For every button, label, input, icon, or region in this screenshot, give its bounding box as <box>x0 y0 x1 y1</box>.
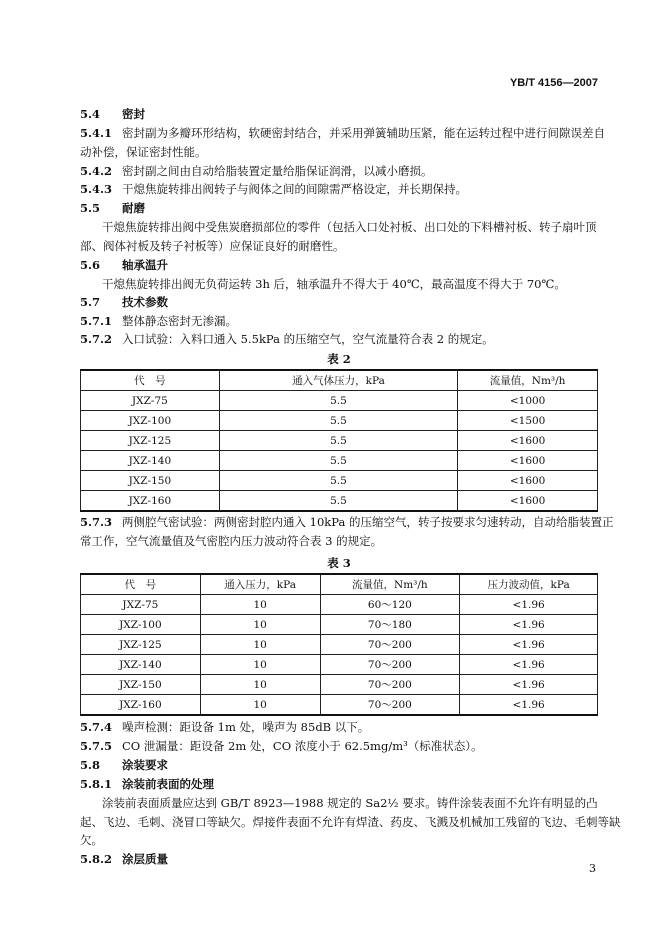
table-cell: 5.5 <box>219 471 458 491</box>
table-cell: 10 <box>200 655 320 675</box>
table-row <box>81 451 598 471</box>
table2-header: 流量值，Nm³/h <box>458 370 598 391</box>
table2-header: 通入气体压力，kPa <box>219 370 458 391</box>
table-cell: <1.96 <box>460 595 598 615</box>
table3-header: 流量值，Nm³/h <box>320 574 460 595</box>
table-cell: 5.5 <box>219 391 458 411</box>
table-cell: JXZ-150 <box>81 471 220 491</box>
paragraph-continuation: 欠。 <box>80 833 103 847</box>
table3-header: 代 号 <box>81 574 201 595</box>
paragraph-continuation: 部、阀体衬板及转子衬板等）应保证良好的耐磨性。 <box>80 239 345 253</box>
table3-header: 通入压力，kPa <box>200 574 320 595</box>
table-cell: JXZ-100 <box>81 411 220 431</box>
table3-caption: 表 3 <box>327 556 351 570</box>
section-heading: 5.8 涂装要求 <box>80 758 168 772</box>
clause: 5.4.3 干熄焦旋转排出阀转子与阀体之间的间隙需严格设定，并长期保持。 <box>80 182 467 196</box>
table-cell: <1000 <box>458 391 598 411</box>
table-row <box>81 491 598 512</box>
table-cell: <1.96 <box>460 655 598 675</box>
table-cell: <1600 <box>458 471 598 491</box>
table-cell: <1.96 <box>460 635 598 655</box>
table-cell: 5.5 <box>219 411 458 431</box>
table-row <box>81 655 598 675</box>
table-cell: <1600 <box>458 491 598 512</box>
clause: 5.7.1 整体静态密封无渗漏。 <box>80 314 237 328</box>
section-heading: 5.7 技术参数 <box>80 295 168 309</box>
table-cell: JXZ-100 <box>81 615 201 635</box>
table-cell: 10 <box>200 635 320 655</box>
table3 <box>80 573 598 716</box>
table-cell: JXZ-140 <box>81 655 201 675</box>
table-cell: 10 <box>200 615 320 635</box>
table-cell: 10 <box>200 675 320 695</box>
table-cell: <1600 <box>458 431 598 451</box>
table-cell: 70～180 <box>320 615 460 635</box>
clause: 5.7.3 两侧腔气密试验：两侧密封腔内通入 10kPa 的压缩空气，转子按要求匀速转动，自动给脂装置正 <box>80 515 614 529</box>
table-cell: 70～200 <box>320 675 460 695</box>
table-cell: <1500 <box>458 411 598 431</box>
table-cell: 10 <box>200 695 320 716</box>
table-cell: 10 <box>200 595 320 615</box>
table-cell: 5.5 <box>219 451 458 471</box>
table-cell: <1.96 <box>460 615 598 635</box>
page-number: 3 <box>589 862 596 875</box>
clause: 5.7.2 入口试验：入料口通入 5.5kPa 的压缩空气，空气流量符合表 2 的规定。 <box>80 332 494 346</box>
table3-header: 压力波动值，kPa <box>460 574 598 595</box>
table2-header-row <box>81 370 598 391</box>
table-row <box>81 595 598 615</box>
table-cell: JXZ-125 <box>81 431 220 451</box>
clause-continuation: 常工作，空气流量值及气密腔内压力波动符合表 3 的规定。 <box>80 534 383 548</box>
table-cell: 70～200 <box>320 695 460 716</box>
paragraph: 涂装前表面质量应达到 GB/T 8923—1988 规定的 Sa2½ 要求。铸件涂装表面不允许有明显的凸 <box>102 796 598 810</box>
table-cell: JXZ-160 <box>81 695 201 716</box>
section-heading: 5.5 耐磨 <box>80 201 145 215</box>
clause: 5.4.2 密封副之间由自动给脂装置定量给脂保证润滑，以减小磨损。 <box>80 164 433 178</box>
table-cell: JXZ-160 <box>81 491 220 512</box>
table-cell: <1.96 <box>460 695 598 716</box>
table-row <box>81 675 598 695</box>
table-cell: JXZ-75 <box>81 595 201 615</box>
paragraph: 干熄焦旋转排出阀无负荷运转 3h 后，轴承温升不得大于 40℃，最高温度不得大于 70℃。 <box>102 277 566 291</box>
table2 <box>80 369 598 512</box>
table2-caption: 表 2 <box>327 352 351 366</box>
table-cell: JXZ-75 <box>81 391 220 411</box>
paragraph-continuation: 起、飞边、毛刺、浇冒口等缺欠。焊接件表面不允许有焊渣、药皮、飞溅及机械加工残留的飞边、毛刺等缺 <box>80 815 621 829</box>
table-row <box>81 391 598 411</box>
table-cell: 5.5 <box>219 431 458 451</box>
table-cell: JXZ-150 <box>81 675 201 695</box>
clause-continuation: 动补偿，保证密封性能。 <box>80 145 207 159</box>
table-cell: 60～120 <box>320 595 460 615</box>
table-row <box>81 615 598 635</box>
table-cell: JXZ-125 <box>81 635 201 655</box>
paragraph: 干熄焦旋转排出阀中受焦炭磨损部位的零件（包括入口处衬板、出口处的下料槽衬板、转子扇叶顶 <box>102 220 597 234</box>
table-row <box>81 431 598 451</box>
table-row <box>81 695 598 716</box>
table-cell: <1.96 <box>460 675 598 695</box>
table2-header: 代 号 <box>81 370 220 391</box>
subsection-heading: 5.8.2 涂层质量 <box>80 852 168 866</box>
table-cell: 5.5 <box>219 491 458 512</box>
standard-code: YB/T 4156—2007 <box>509 77 598 89</box>
clause: 5.4.1 密封副为多瓣环形结构，软硬密封结合，并采用弹簧辅助压紧，能在运转过程中进行间隙误差自 <box>80 126 605 140</box>
section-heading: 5.4 密封 <box>80 107 145 121</box>
table-cell: 70～200 <box>320 655 460 675</box>
table-row <box>81 411 598 431</box>
clause: 5.7.5 CO 泄漏量：距设备 2m 处，CO 浓度小于 62.5mg/m³（标准状态）。 <box>80 739 483 753</box>
table-cell: 70～200 <box>320 635 460 655</box>
table-row <box>81 471 598 491</box>
table3-header-row <box>81 574 598 595</box>
clause: 5.7.4 噪声检测：距设备 1m 处，噪声为 85dB 以下。 <box>80 720 370 734</box>
section-heading: 5.6 轴承温升 <box>80 258 168 272</box>
table-cell: <1600 <box>458 451 598 471</box>
table-cell: JXZ-140 <box>81 451 220 471</box>
table-row <box>81 635 598 655</box>
subsection-heading: 5.8.1 涂装前表面的处理 <box>80 777 214 791</box>
